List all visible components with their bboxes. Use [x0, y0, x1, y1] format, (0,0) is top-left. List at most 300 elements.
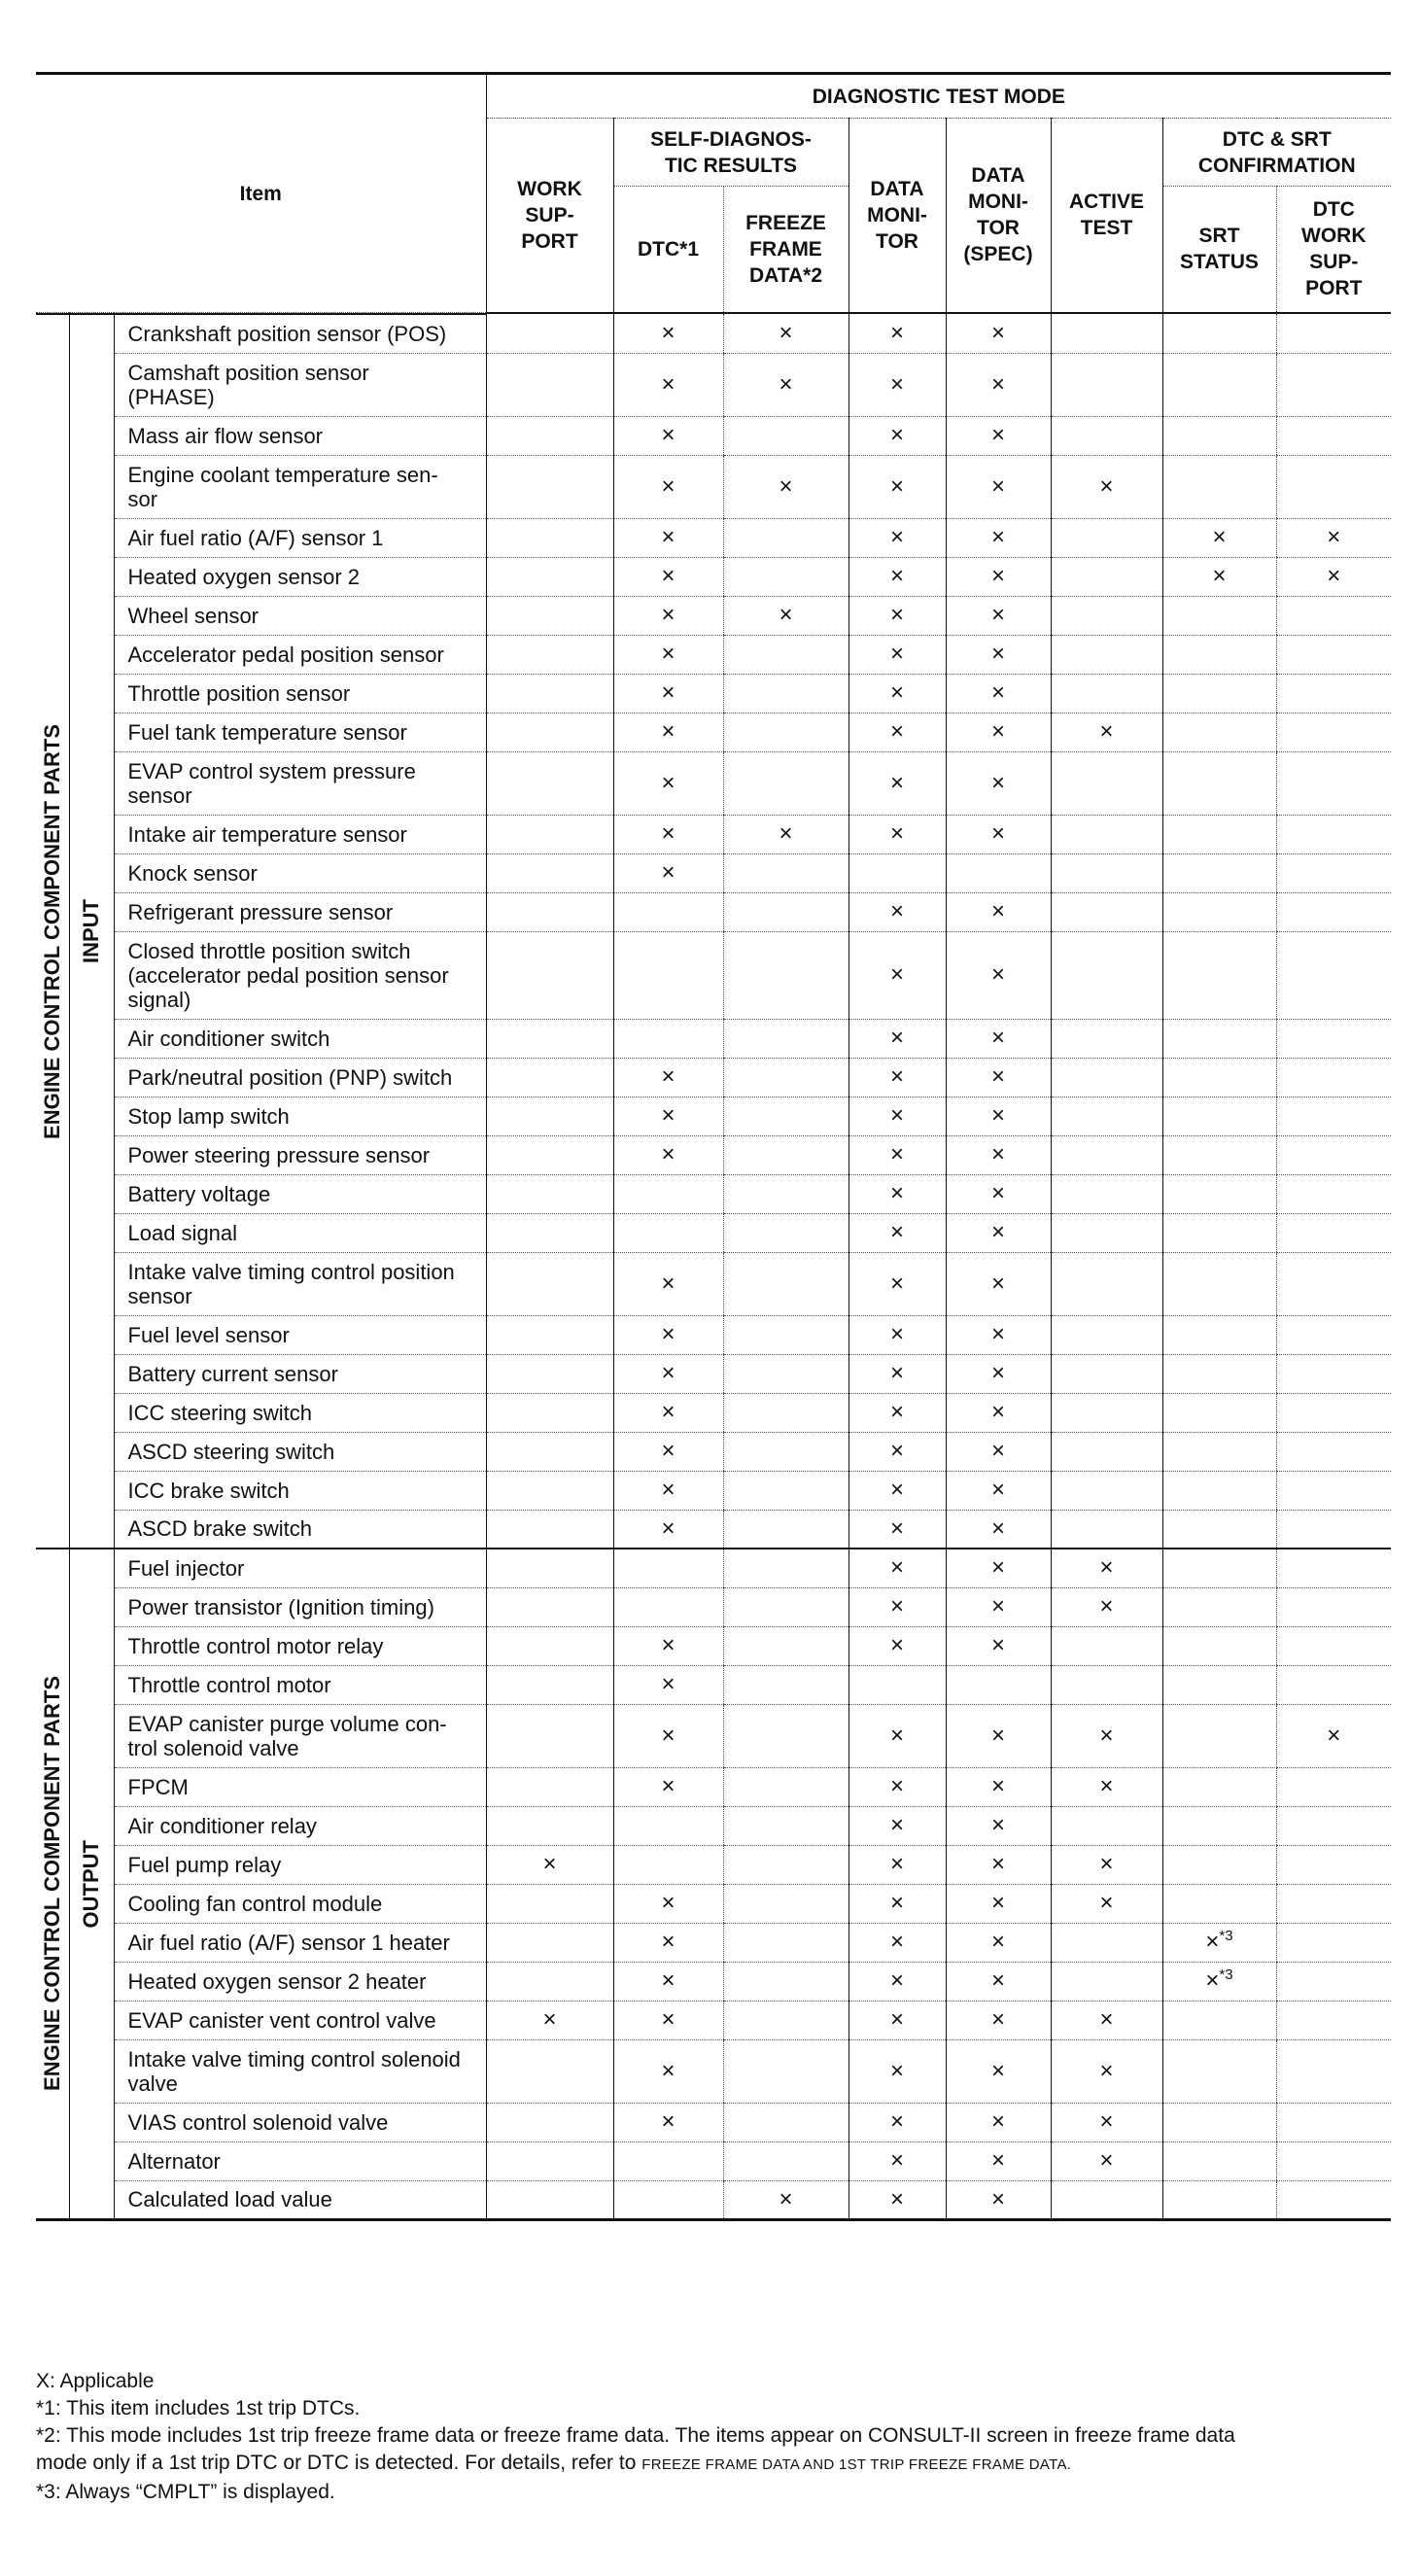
applicable-mark: × [990, 2057, 1005, 2084]
cell-srt-status [1162, 1884, 1276, 1923]
cell-data-monitor [849, 455, 946, 518]
applicable-mark: × [661, 2108, 675, 2135]
applicable-mark: × [889, 898, 904, 924]
applicable-mark: × [661, 1477, 675, 1503]
applicable-mark: × [661, 370, 675, 398]
cell-data-monitor [849, 1354, 946, 1393]
cell-freeze-frame-data [723, 2180, 849, 2219]
applicable-mark: × [661, 769, 675, 796]
item-name-line: Throttle control motor relay [127, 1633, 384, 1658]
applicable-mark: × [661, 1632, 675, 1658]
item-name [114, 2103, 486, 2141]
applicable-mark: × [990, 769, 1005, 796]
applicable-mark: × [990, 961, 1005, 988]
applicable-mark: × [779, 2185, 793, 2212]
applicable-mark: × [990, 1773, 1005, 1799]
table-row [36, 1626, 1391, 1665]
item-name [114, 1510, 486, 1549]
applicable-mark: × [889, 1270, 904, 1297]
footnote-ref: *3 [1219, 1928, 1233, 1944]
cell-dtc [613, 2180, 723, 2219]
item-name-line: Alternator [127, 2148, 221, 2174]
cell-dtc [613, 2039, 723, 2103]
header-active-test: ACTIVE TEST [1051, 119, 1162, 313]
applicable-mark: × [990, 1399, 1005, 1425]
table-row [36, 2180, 1391, 2219]
cell-dtc-work-support [1276, 518, 1391, 557]
item-name [114, 751, 486, 815]
item-name-line: Closed throttle position switch [127, 938, 411, 963]
cell-data-monitor-spec [946, 931, 1051, 1019]
cell-data-monitor-spec [946, 416, 1051, 455]
cell-freeze-frame-data [723, 353, 849, 416]
item-name [114, 1174, 486, 1213]
cell-active-test [1051, 2180, 1162, 2219]
applicable-mark: × [889, 1063, 904, 1090]
cell-freeze-frame-data [723, 1884, 849, 1923]
cell-freeze-frame-data [723, 2001, 849, 2039]
item-name [114, 853, 486, 892]
applicable-mark: × [779, 370, 793, 398]
cell-srt-status [1162, 1174, 1276, 1213]
cell-active-test [1051, 1393, 1162, 1432]
cell-data-monitor [849, 1315, 946, 1354]
cell-work-support [486, 751, 613, 815]
cell-data-monitor-spec [946, 1923, 1051, 1962]
table-row [36, 1767, 1391, 1806]
table-row [36, 1315, 1391, 1354]
cell-freeze-frame-data [723, 1213, 849, 1252]
item-name [114, 1252, 486, 1315]
cell-active-test [1051, 1884, 1162, 1923]
cell-active-test [1051, 2001, 1162, 2039]
cell-freeze-frame-data [723, 1549, 849, 1587]
table-row [36, 416, 1391, 455]
applicable-mark: × [990, 1554, 1005, 1582]
applicable-mark: × [990, 2108, 1005, 2135]
applicable-mark: × [990, 524, 1005, 550]
cell-freeze-frame-data [723, 1315, 849, 1354]
cell-srt-status [1162, 892, 1276, 931]
cell-srt-status [1162, 815, 1276, 853]
cell-data-monitor [849, 1806, 946, 1845]
applicable-mark: × [542, 1851, 557, 1877]
applicable-mark: × [661, 859, 675, 886]
table-row [36, 713, 1391, 751]
table-row [36, 1393, 1391, 1432]
table-row [36, 1549, 1391, 1587]
cell-dtc [613, 815, 723, 853]
cell-freeze-frame-data [723, 1962, 849, 2001]
applicable-mark: × [990, 898, 1005, 924]
cell-data-monitor-spec [946, 751, 1051, 815]
cell-data-monitor-spec [946, 1432, 1051, 1471]
cell-freeze-frame-data [723, 455, 849, 518]
applicable-mark: × [990, 1141, 1005, 1167]
cell-srt-status [1162, 674, 1276, 713]
cell-data-monitor [849, 674, 946, 713]
applicable-mark: × [889, 641, 904, 667]
cell-srt-status [1162, 557, 1276, 596]
applicable-mark: × [889, 602, 904, 628]
cell-data-monitor-spec [946, 815, 1051, 853]
item-name-line: signal) [127, 987, 191, 1012]
cell-dtc [613, 314, 723, 353]
cell-data-monitor [849, 635, 946, 674]
category-label: ENGINE CONTROL COMPONENT PARTS [39, 1676, 64, 2092]
freeze-frame-data-reference-link[interactable]: FREEZE FRAME DATA AND 1ST TRIP FREEZE FRAME DATA. [641, 2456, 1072, 2473]
cell-active-test [1051, 1767, 1162, 1806]
applicable-mark: × [889, 1219, 904, 1245]
applicable-mark: × [889, 1438, 904, 1464]
cell-work-support [486, 455, 613, 518]
cell-srt-status [1162, 455, 1276, 518]
item-name-line: Throttle position sensor [127, 680, 351, 706]
cell-active-test [1051, 853, 1162, 892]
applicable-mark: × [1099, 472, 1114, 500]
applicable-mark: × [990, 1632, 1005, 1658]
note-1: *1: This item includes 1st trip DTCs. [36, 2397, 361, 2419]
item-name-line: Intake air temperature sensor [127, 821, 407, 847]
item-name [114, 1315, 486, 1354]
cell-freeze-frame-data [723, 1806, 849, 1845]
cell-active-test [1051, 1665, 1162, 1704]
cell-freeze-frame-data [723, 1704, 849, 1767]
cell-dtc [613, 1019, 723, 1058]
cell-data-monitor-spec [946, 1665, 1051, 1704]
applicable-mark: × [889, 769, 904, 796]
table-row [36, 1058, 1391, 1097]
applicable-mark: × [1099, 2108, 1114, 2135]
cell-work-support [486, 2141, 613, 2180]
cell-data-monitor [849, 1174, 946, 1213]
cell-dtc [613, 1354, 723, 1393]
cell-srt-status [1162, 1354, 1276, 1393]
cell-work-support [486, 1665, 613, 1704]
cell-srt-status [1162, 1315, 1276, 1354]
item-name [114, 416, 486, 455]
applicable-mark: × [990, 679, 1005, 706]
cell-work-support [486, 2001, 613, 2039]
item-name [114, 1806, 486, 1845]
item-name-line: Load signal [127, 1220, 238, 1245]
cell-data-monitor [849, 1767, 946, 1806]
cell-freeze-frame-data [723, 674, 849, 713]
subcategory-label-cell [69, 314, 114, 1549]
item-name [114, 1393, 486, 1432]
cell-dtc [613, 1587, 723, 1626]
cell-srt-status [1162, 2180, 1276, 2219]
cell-active-test [1051, 2103, 1162, 2141]
cell-active-test [1051, 1315, 1162, 1354]
applicable-mark: × [889, 1593, 904, 1619]
cell-active-test [1051, 314, 1162, 353]
item-name [114, 635, 486, 674]
cell-srt-status [1162, 1393, 1276, 1432]
table-row [36, 1354, 1391, 1393]
cell-dtc [613, 557, 723, 596]
cell-freeze-frame-data [723, 853, 849, 892]
cell-dtc-work-support [1276, 1626, 1391, 1665]
cell-srt-status [1162, 353, 1276, 416]
cell-dtc-work-support [1276, 1767, 1391, 1806]
cell-dtc-work-support [1276, 596, 1391, 635]
table-row [36, 1884, 1391, 1923]
cell-dtc-work-support [1276, 1432, 1391, 1471]
cell-srt-status [1162, 713, 1276, 751]
applicable-mark: × [779, 820, 793, 847]
applicable-mark: × [1327, 563, 1341, 589]
cell-data-monitor-spec [946, 1315, 1051, 1354]
table-row [36, 635, 1391, 674]
item-name-line: Battery voltage [127, 1181, 271, 1206]
table-row [36, 1252, 1391, 1315]
item-name [114, 1019, 486, 1058]
applicable-mark: × [990, 1967, 1005, 1994]
cell-data-monitor [849, 1058, 946, 1097]
cell-work-support [486, 1510, 613, 1549]
applicable-mark: × [889, 1360, 904, 1386]
item-name-line: Refrigerant pressure sensor [127, 899, 394, 924]
cell-freeze-frame-data [723, 1665, 849, 1704]
applicable-mark: × [661, 1671, 675, 1697]
cell-dtc [613, 674, 723, 713]
cell-data-monitor-spec [946, 1174, 1051, 1213]
item-name-line: Camshaft position sensor [127, 360, 369, 385]
cell-dtc-work-support [1276, 2180, 1391, 2219]
cell-srt-status [1162, 1806, 1276, 1845]
applicable-mark: × [889, 961, 904, 988]
cell-data-monitor [849, 892, 946, 931]
table-row [36, 518, 1391, 557]
cell-data-monitor [849, 1213, 946, 1252]
cell-dtc [613, 1962, 723, 2001]
cell-data-monitor [849, 2180, 946, 2219]
table-row [36, 815, 1391, 853]
applicable-mark: × [889, 1141, 904, 1167]
cell-data-monitor [849, 1510, 946, 1549]
cell-data-monitor [849, 596, 946, 635]
cell-dtc [613, 1510, 723, 1549]
cell-work-support [486, 1806, 613, 1845]
item-name-line: (accelerator pedal position sensor [127, 962, 449, 988]
applicable-mark: × [661, 1514, 675, 1542]
cell-data-monitor [849, 1097, 946, 1135]
table-row [36, 853, 1391, 892]
applicable-mark: × [661, 2057, 675, 2084]
applicable-mark: × [889, 1554, 904, 1582]
cell-data-monitor-spec [946, 2141, 1051, 2180]
item-name [114, 1471, 486, 1510]
cell-data-monitor [849, 557, 946, 596]
item-name [114, 518, 486, 557]
item-name-line: Mass air flow sensor [127, 423, 324, 448]
cell-dtc [613, 1845, 723, 1884]
cell-active-test [1051, 1432, 1162, 1471]
header-srt-status: SRT STATUS [1162, 187, 1276, 313]
cell-dtc [613, 1393, 723, 1432]
cell-freeze-frame-data [723, 1587, 849, 1626]
cell-active-test [1051, 1135, 1162, 1174]
cell-dtc [613, 1432, 723, 1471]
cell-data-monitor [849, 1665, 946, 1704]
cell-dtc [613, 1213, 723, 1252]
cell-dtc-work-support [1276, 1587, 1391, 1626]
cell-dtc [613, 1704, 723, 1767]
applicable-mark: × [990, 641, 1005, 667]
applicable-mark: × [779, 319, 793, 346]
cell-work-support [486, 1923, 613, 1962]
item-name [114, 1549, 486, 1587]
applicable-mark: × [661, 1438, 675, 1464]
applicable-mark: × [990, 1812, 1005, 1838]
cell-dtc [613, 1174, 723, 1213]
cell-work-support [486, 815, 613, 853]
cell-dtc-work-support [1276, 1923, 1391, 1962]
table-row [36, 557, 1391, 596]
cell-active-test [1051, 1962, 1162, 2001]
cell-data-monitor [849, 1884, 946, 1923]
cell-work-support [486, 1097, 613, 1135]
table-row [36, 1510, 1391, 1549]
applicable-mark: × [1099, 1593, 1114, 1619]
cell-data-monitor-spec [946, 557, 1051, 596]
cell-data-monitor-spec [946, 2180, 1051, 2219]
cell-freeze-frame-data [723, 1510, 849, 1549]
item-name-line: ICC steering switch [127, 1400, 313, 1425]
cell-freeze-frame-data [723, 1626, 849, 1665]
applicable-mark: × [990, 2147, 1005, 2174]
cell-data-monitor-spec [946, 1806, 1051, 1845]
applicable-mark: × [1099, 2006, 1114, 2033]
applicable-mark: × [661, 1967, 675, 1994]
cell-work-support [486, 1315, 613, 1354]
cell-srt-status [1162, 1767, 1276, 1806]
applicable-mark: × [661, 524, 675, 550]
item-name [114, 713, 486, 751]
table-row [36, 1806, 1391, 1845]
cell-data-monitor [849, 518, 946, 557]
cell-active-test [1051, 2141, 1162, 2180]
applicable-mark: × [1099, 1554, 1114, 1582]
cell-freeze-frame-data [723, 1058, 849, 1097]
cell-freeze-frame-data [723, 557, 849, 596]
cell-dtc-work-support [1276, 853, 1391, 892]
applicable-mark: × [990, 2006, 1005, 2033]
cell-srt-status [1162, 518, 1276, 557]
cell-freeze-frame-data [723, 892, 849, 931]
applicable-mark: × [661, 1773, 675, 1799]
cell-active-test [1051, 1626, 1162, 1665]
applicable-mark: × [990, 718, 1005, 745]
item-name-line: Intake valve timing control solenoid [127, 2046, 461, 2071]
cell-srt-status [1162, 2039, 1276, 2103]
cell-dtc [613, 2103, 723, 2141]
cell-srt-status [1162, 635, 1276, 674]
cell-dtc [613, 713, 723, 751]
cell-srt-status [1162, 314, 1276, 353]
cell-work-support [486, 1767, 613, 1806]
cell-work-support [486, 635, 613, 674]
cell-dtc-work-support [1276, 1510, 1391, 1549]
table-row [36, 1665, 1391, 1704]
item-name-line: Engine coolant temperature sen- [127, 462, 438, 487]
item-name-line: Air conditioner switch [127, 1026, 330, 1051]
cell-srt-status [1162, 1058, 1276, 1097]
cell-active-test [1051, 1252, 1162, 1315]
item-name-line: Battery current sensor [127, 1361, 338, 1386]
applicable-mark: × [889, 1851, 904, 1877]
applicable-mark: × [889, 2147, 904, 2174]
applicable-mark: × [889, 718, 904, 745]
item-name-line: Heated oxygen sensor 2 [127, 564, 360, 589]
cell-data-monitor [849, 353, 946, 416]
cell-data-monitor [849, 853, 946, 892]
cell-data-monitor-spec [946, 892, 1051, 931]
cell-dtc [613, 892, 723, 931]
cell-srt-status [1162, 596, 1276, 635]
cell-data-monitor-spec [946, 1097, 1051, 1135]
table-row [36, 1019, 1391, 1058]
table-row [36, 2103, 1391, 2141]
cell-dtc-work-support [1276, 2103, 1391, 2141]
cell-freeze-frame-data [723, 1845, 849, 1884]
cell-srt-status [1162, 1432, 1276, 1471]
cell-dtc [613, 1471, 723, 1510]
applicable-mark: × [990, 563, 1005, 589]
applicable-mark: × [1212, 563, 1227, 589]
cell-active-test [1051, 635, 1162, 674]
table-row [36, 353, 1391, 416]
cell-work-support [486, 416, 613, 455]
item-name [114, 1135, 486, 1174]
table-body [36, 314, 1391, 2219]
applicable-mark: × [889, 1722, 904, 1749]
table-row [36, 1471, 1391, 1510]
applicable-mark: × [1099, 2147, 1114, 2174]
cell-dtc [613, 1665, 723, 1704]
cell-work-support [486, 1354, 613, 1393]
table-row [36, 2141, 1391, 2180]
item-name [114, 1923, 486, 1962]
cell-data-monitor [849, 1587, 946, 1626]
cell-dtc-work-support [1276, 1471, 1391, 1510]
cell-active-test [1051, 1354, 1162, 1393]
cell-work-support [486, 1174, 613, 1213]
item-name [114, 455, 486, 518]
cell-freeze-frame-data [723, 2039, 849, 2103]
cell-data-monitor-spec [946, 1354, 1051, 1393]
cell-work-support [486, 1884, 613, 1923]
table-row [36, 2001, 1391, 2039]
cell-srt-status [1162, 2141, 1276, 2180]
applicable-mark: × [661, 602, 675, 628]
cell-srt-status [1162, 1510, 1276, 1549]
applicable-mark: × [661, 641, 675, 667]
applicable-mark: × [661, 1141, 675, 1167]
cell-dtc [613, 1806, 723, 1845]
cell-dtc [613, 1549, 723, 1587]
cell-data-monitor [849, 1432, 946, 1471]
cell-work-support [486, 1252, 613, 1315]
cell-active-test [1051, 2039, 1162, 2103]
cell-dtc [613, 455, 723, 518]
cell-dtc [613, 416, 723, 455]
table-row [36, 596, 1391, 635]
cell-srt-status [1162, 1252, 1276, 1315]
cell-data-monitor-spec [946, 455, 1051, 518]
applicable-mark: × [990, 1477, 1005, 1503]
